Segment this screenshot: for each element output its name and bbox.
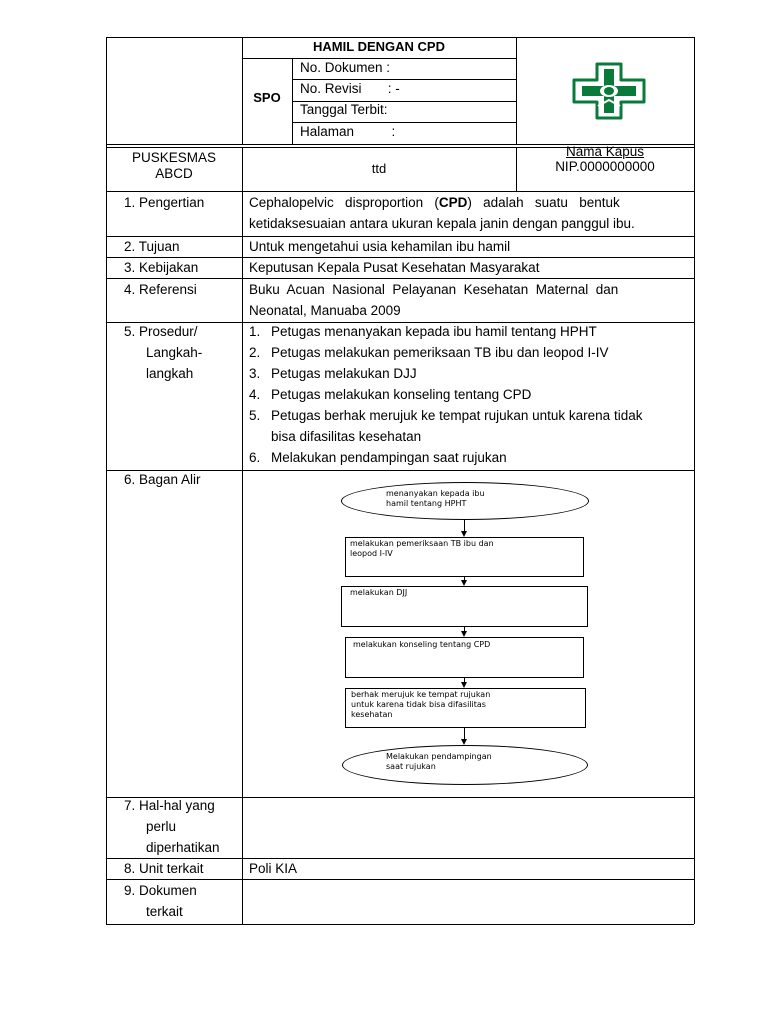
row-label-hal-hal: 7. Hal-hal yang [124,798,215,813]
table-border-right [694,37,695,924]
field-no-revisi: No. Revisi : - [300,81,400,96]
kapus-name: Nama Kapus [565,144,645,159]
row-label-hal-hal: diperhatikan [146,840,220,855]
referensi-line1: Buku Acuan Nasional Pelayanan Kesehatan Maternal dan [249,282,619,297]
step-number: 1. [249,324,261,339]
row-label-referensi: 4. Referensi [124,282,197,297]
field-halaman: Halaman : [300,124,396,139]
row-label-pengertian: 1. Pengertian [124,195,205,210]
header-divider [516,37,517,144]
row-label-prosedur: langkah [146,366,194,381]
health-cross-logo [572,62,646,120]
row-label-unit-terkait: 8. Unit terkait [124,861,204,876]
flowchart-node-text: melakukan pemeriksaan TB ibu dan leopod I-IV [350,539,494,558]
row-label-prosedur: 5. Prosedur/ [124,324,198,339]
org-name-line2: ABCD [155,166,193,181]
tujuan-text: Untuk mengetahui usia kehamilan ibu hamil [249,239,511,254]
step-number: 6. [249,450,261,465]
step-text: bisa difasilitas kesehatan [271,429,422,444]
flowchart-arrow [464,728,465,739]
step-text: Petugas menanyakan kepada ibu hamil tentang HPHT [271,324,597,339]
label-column-divider [242,191,243,924]
flowchart-node-text: melakukan konseling tentang CPD [353,640,491,649]
ttd-label: ttd [371,161,387,176]
pengertian-line1 [249,192,687,213]
flowchart-arrow [464,520,465,531]
step-text: Petugas melakukan DJJ [271,366,417,381]
unit-terkait-text: Poli KIA [249,861,298,876]
step-number: 4. [249,387,261,402]
step-text: Melakukan pendampingan saat rujukan [271,450,507,465]
table-border-bottom [106,924,694,925]
row-label-kebijakan: 3. Kebijakan [124,260,199,275]
flowchart-node-text: menanyakan kepada ibu hamil tentang HPHT [386,489,485,508]
row-label-dokumen-terkait: terkait [146,904,183,919]
step-number: 2. [249,345,261,360]
document-title: HAMIL DENGAN CPD [313,39,445,54]
row-label-prosedur: Langkah- [146,345,203,360]
step-number: 3. [249,366,261,381]
row-label-bagan-alir: 6. Bagan Alir [124,472,201,487]
spo-label: SPO [253,90,281,105]
row-label-tujuan: 2. Tujuan [124,239,180,254]
flowchart-node-text: melakukan DJJ [350,588,408,597]
row-label-dokumen-terkait: 9. Dokumen [124,883,197,898]
field-no-dokumen: No. Dokumen : [300,60,391,75]
flowchart-node-text: berhak merujuk ke tempat rujukan untuk karena tidak bisa difasilitas kesehatan [351,690,491,719]
org-name-line1: PUSKESMAS [131,150,217,165]
step-text: Petugas melakukan konseling tentang CPD [271,387,532,402]
pengertian-line1-pre: Cephalopelvic disproportion (CPD) adalah suatu bentuk [249,195,620,210]
step-text: Petugas berhak merujuk ke tempat rujukan untuk karena tidak [271,408,643,423]
row-label-hal-hal: perlu [146,819,177,834]
referensi-line2: Neonatal, Manuaba 2009 [249,303,401,318]
field-tanggal-terbit: Tanggal Terbit: [300,102,388,117]
kapus-nip: NIP.0000000000 [555,159,655,174]
flowchart-node-text: Melakukan pendampingan saat rujukan [386,752,492,771]
pengertian-line2: ketidaksesuaian antara ukuran kepala janin dengan panggul ibu. [249,216,635,231]
step-number: 5. [249,408,261,423]
kebijakan-text: Keputusan Kepala Pusat Kesehatan Masyarakat [249,260,540,275]
step-text: Petugas melakukan pemeriksaan TB ibu dan leopod I-IV [271,345,609,360]
